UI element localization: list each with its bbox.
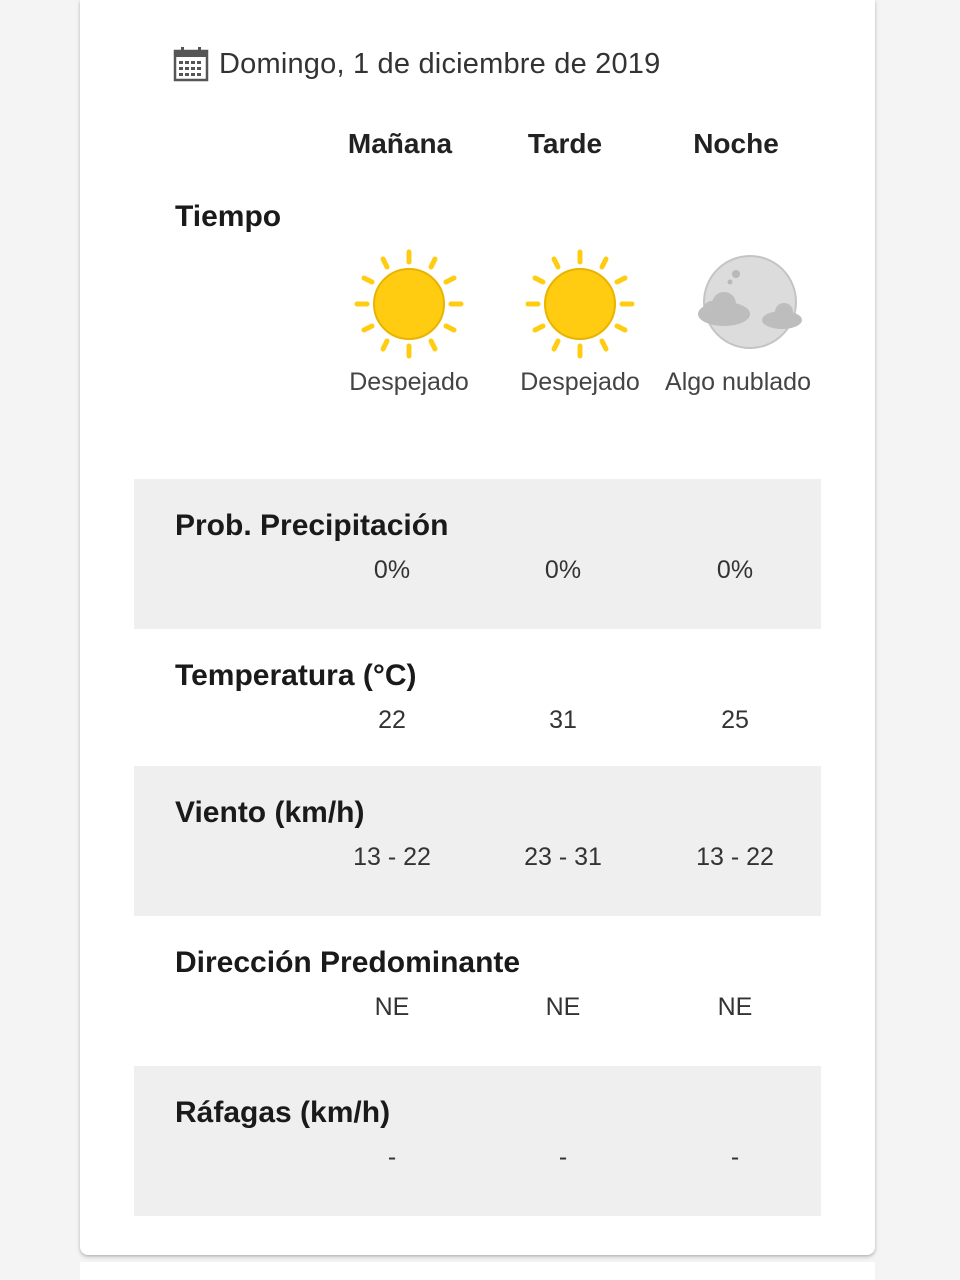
period-header-morning: Mañana <box>347 128 453 159</box>
precipitation-night: 0% <box>716 556 754 584</box>
precipitation-band <box>134 479 821 629</box>
direction-title: Dirección Predominante <box>175 946 521 979</box>
gusts-night: - <box>730 1143 740 1171</box>
next-card-edge <box>80 1262 875 1280</box>
temperature-morning: 22 <box>378 706 406 734</box>
wind-title: Viento (km/h) <box>175 796 365 829</box>
weather-row-title: Tiempo <box>175 200 282 233</box>
wind-afternoon: 23 - 31 <box>524 843 602 871</box>
gusts-afternoon: - <box>558 1143 568 1171</box>
precipitation-afternoon: 0% <box>544 556 582 584</box>
temperature-afternoon: 31 <box>549 706 577 734</box>
gusts-band <box>134 1066 821 1216</box>
direction-afternoon: NE <box>545 993 581 1021</box>
direction-morning: NE <box>374 993 410 1021</box>
date-text: Domingo, 1 de diciembre de 2019 <box>219 47 661 80</box>
gusts-morning: - <box>387 1143 397 1171</box>
period-header-afternoon: Tarde <box>527 128 603 159</box>
forecast-card <box>80 0 875 1255</box>
calendar-icon <box>173 46 209 82</box>
precipitation-morning: 0% <box>373 556 411 584</box>
precipitation-title: Prob. Precipitación <box>175 509 449 542</box>
temperature-title: Temperatura (°C) <box>175 659 417 692</box>
direction-night: NE <box>717 993 753 1021</box>
sun-icon <box>524 248 636 360</box>
condition-afternoon: Despejado <box>520 368 640 396</box>
temperature-night: 25 <box>721 706 749 734</box>
date-header <box>173 42 660 86</box>
condition-morning: Despejado <box>349 368 469 396</box>
sun-icon <box>353 248 465 360</box>
moon-cloud-icon <box>694 252 806 364</box>
gusts-title: Ráfagas (km/h) <box>175 1096 391 1129</box>
wind-night: 13 - 22 <box>696 843 774 871</box>
period-header-night: Noche <box>693 128 779 159</box>
condition-night: Algo nublado <box>665 368 811 396</box>
wind-band <box>134 766 821 916</box>
wind-morning: 13 - 22 <box>353 843 431 871</box>
